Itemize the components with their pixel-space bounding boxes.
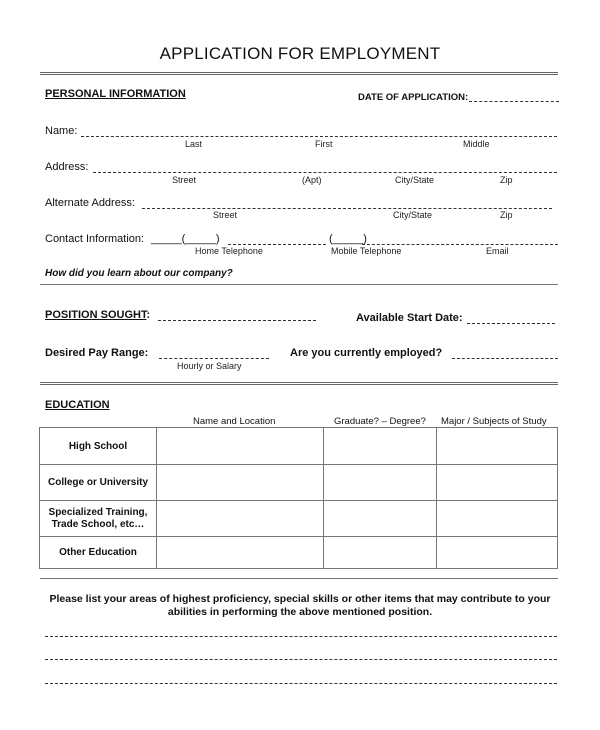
- cell-major-subjects[interactable]: [437, 428, 558, 465]
- cell-name-location[interactable]: [157, 537, 324, 569]
- skills-line-1[interactable]: [45, 636, 557, 637]
- name-sub-middle: Middle: [463, 139, 490, 149]
- position-sought-field[interactable]: [158, 320, 316, 321]
- mobile-phone-field[interactable]: (_____): [329, 233, 367, 245]
- row-label-other: Other Education: [40, 537, 157, 569]
- personal-info-heading: PERSONAL INFORMATION: [45, 88, 186, 100]
- education-row-high-school: [40, 428, 558, 465]
- position-divider: [40, 382, 558, 385]
- hourly-or-salary-sub: Hourly or Salary: [177, 361, 242, 371]
- col-graduate-degree: Graduate? – Degree?: [334, 416, 426, 427]
- cell-graduate-degree[interactable]: [324, 428, 437, 465]
- home-telephone-sub: Home Telephone: [195, 246, 263, 256]
- cell-graduate-degree[interactable]: [324, 537, 437, 569]
- name-sub-last: Last: [185, 139, 203, 149]
- cell-name-location[interactable]: [157, 501, 324, 537]
- date-of-application-label: DATE OF APPLICATION:: [358, 92, 469, 103]
- home-phone-field[interactable]: _____(_____): [151, 233, 220, 245]
- contact-email-field[interactable]: [362, 244, 558, 245]
- available-start-date-label: Available Start Date:: [356, 312, 463, 324]
- cell-graduate-degree[interactable]: [324, 465, 437, 501]
- date-of-application-field[interactable]: [469, 101, 559, 102]
- position-sought-colon: :: [146, 309, 151, 321]
- cell-name-location[interactable]: [157, 465, 324, 501]
- currently-employed-field[interactable]: [452, 358, 558, 359]
- address-sub-city-state: City/State: [395, 175, 435, 185]
- address-sub-zip: Zip: [500, 175, 513, 185]
- desired-pay-label: Desired Pay Range:: [45, 347, 149, 359]
- skills-line-2[interactable]: [45, 659, 557, 660]
- skills-line-3[interactable]: [45, 683, 557, 684]
- alt-address-sub-street: Street: [213, 210, 238, 220]
- col-name-and-location: Name and Location: [193, 416, 276, 427]
- position-sought-text: POSITION SOUGHT: [45, 309, 147, 321]
- alt-address-sub-city-state: City/State: [393, 210, 433, 220]
- education-heading: EDUCATION: [45, 399, 110, 411]
- name-field[interactable]: [81, 136, 557, 137]
- alt-address-label: Alternate Address:: [45, 197, 135, 209]
- education-row-other: [40, 537, 558, 569]
- desired-pay-field[interactable]: [159, 358, 269, 359]
- alt-address-sub-zip: Zip: [500, 210, 513, 220]
- cell-major-subjects[interactable]: [437, 537, 558, 569]
- form-title: APPLICATION FOR EMPLOYMENT: [159, 44, 441, 63]
- title-divider: [40, 72, 558, 75]
- home-phone-line[interactable]: [228, 244, 326, 245]
- cell-graduate-degree[interactable]: [324, 501, 437, 537]
- mobile-telephone-sub: Mobile Telephone: [331, 246, 402, 256]
- education-row-college: [40, 465, 558, 501]
- skills-prompt: Please list your areas of highest proficiency, special skills or other items that may contribute to your abilities in performing the above mentioned position.: [49, 593, 551, 618]
- learn-about-company-field[interactable]: [40, 284, 558, 285]
- education-table: [39, 427, 558, 569]
- address-sub-street: Street: [172, 175, 197, 185]
- row-label-specialized: Specialized Training, Trade School, etc…: [40, 501, 157, 537]
- row-label-college: College or University: [40, 465, 157, 501]
- address-label: Address:: [45, 161, 89, 173]
- row-label-high-school: High School: [40, 428, 157, 465]
- address-field[interactable]: [93, 172, 557, 173]
- name-sub-first: First: [315, 139, 333, 149]
- address-sub-apt: (Apt): [302, 175, 322, 185]
- position-sought-label: [45, 309, 150, 321]
- education-row-specialized: [40, 501, 558, 537]
- email-sub: Email: [486, 246, 509, 256]
- cell-major-subjects[interactable]: [437, 465, 558, 501]
- learn-about-company-question: How did you learn about our company?: [45, 268, 233, 279]
- education-divider: [40, 578, 558, 579]
- col-major-subjects: Major / Subjects of Study: [441, 416, 547, 427]
- name-label: Name:: [45, 125, 78, 137]
- cell-major-subjects[interactable]: [437, 501, 558, 537]
- contact-label: Contact Information:: [45, 233, 145, 245]
- alt-address-field[interactable]: [142, 208, 552, 209]
- available-start-date-field[interactable]: [467, 323, 555, 324]
- cell-name-location[interactable]: [157, 428, 324, 465]
- currently-employed-label: Are you currently employed?: [290, 347, 443, 359]
